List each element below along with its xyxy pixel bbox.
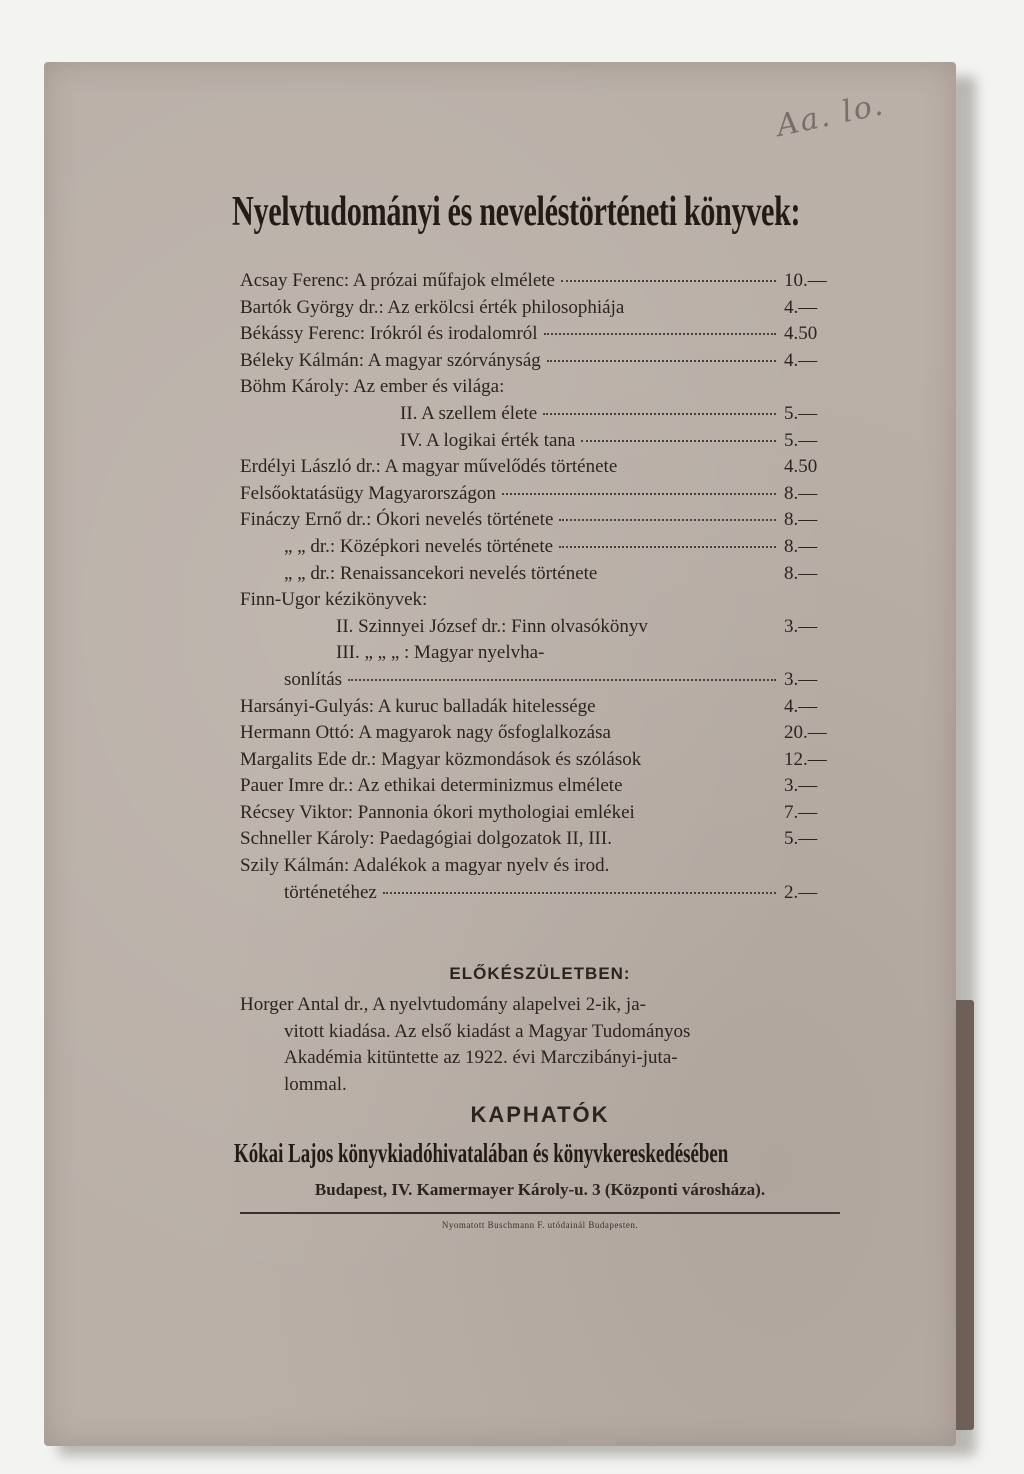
book-title: II. A szellem élete	[400, 402, 538, 424]
book-entry	[240, 268, 840, 295]
book-entry	[240, 614, 840, 641]
book-title: Erdélyi László dr.: A magyar művelődés története	[240, 456, 618, 478]
preparation-note	[240, 992, 840, 1098]
book-title: II. Szinnyei József dr.: Finn olvasókönyv	[336, 615, 648, 637]
leader-dots	[602, 705, 776, 708]
book-price: 3.—	[784, 775, 818, 797]
leader-dots	[603, 572, 776, 575]
book-list	[240, 268, 840, 906]
book-price: 4.50	[784, 323, 818, 345]
book-entry	[240, 321, 840, 348]
book-entry	[240, 880, 840, 907]
book-title: Szily Kálmán: Adalékok a magyar nyelv és irod.	[240, 855, 610, 877]
book-title: „ „ dr.: Renaissancekori nevelés története	[284, 562, 598, 584]
book-price: 5.—	[784, 828, 818, 850]
book-price: 8.—	[784, 562, 818, 584]
book-price: 8.—	[784, 509, 818, 531]
book-entry	[240, 720, 840, 747]
book-price: 20.—	[784, 722, 827, 744]
book-price: 7.—	[784, 801, 818, 823]
leader-dots	[348, 678, 776, 681]
book-price: 12.—	[784, 748, 827, 770]
preparation-line: vitott kiadása. Az első kiadást a Magyar Tudományos	[284, 1020, 691, 1042]
leader-dots	[559, 518, 776, 521]
book-title: III. „ „ „ : Magyar nyelvha-	[336, 642, 545, 664]
book-entry	[240, 587, 840, 614]
book-entry	[240, 747, 840, 774]
book-title: Hermann Ottó: A magyarok nagy ősfoglalkozása	[240, 722, 611, 744]
book-title: Bartók György dr.: Az erkölcsi érték philosophiája	[240, 296, 625, 318]
leader-dots	[561, 279, 776, 282]
leader-dots	[617, 731, 776, 734]
divider	[240, 1212, 840, 1214]
book-price: 5.—	[784, 402, 818, 424]
book-title: Pauer Imre dr.: Az ethikai determinizmus elmélete	[240, 775, 623, 797]
leader-dots	[623, 465, 776, 468]
book-entry	[240, 826, 840, 853]
book-entry	[240, 853, 840, 880]
book-entry	[240, 428, 840, 455]
book-title: IV. A logikai érték tana	[400, 429, 576, 451]
book-price: 4.—	[784, 695, 818, 717]
book-price: 3.—	[784, 615, 818, 637]
book-price: 8.—	[784, 535, 818, 557]
book-entry	[240, 401, 840, 428]
book-title: Schneller Károly: Paedagógiai dolgozatok II, III.	[240, 828, 612, 850]
handwritten-signature: Aa. lo.	[773, 87, 888, 144]
leader-dots	[654, 625, 776, 628]
book-title: Harsányi-Gulyás: A kuruc balladák hitelessége	[240, 695, 596, 717]
book-price: 5.—	[784, 429, 818, 451]
book-entry	[240, 800, 840, 827]
book-entry	[240, 454, 840, 481]
leader-dots	[502, 492, 776, 495]
book-price: 4.—	[784, 296, 818, 318]
book-entry	[240, 561, 840, 588]
book-title: Margalits Ede dr.: Magyar közmondások és szólások	[240, 748, 642, 770]
book-entry	[240, 295, 840, 322]
page-title: Nyelvtudományi és neveléstörténeti könyvek:	[232, 189, 801, 235]
book-back-cover	[44, 62, 956, 1446]
book-title: Béleky Kálmán: A magyar szórványság	[240, 349, 541, 371]
leader-dots	[641, 811, 776, 814]
available-label: KAPHATÓK	[470, 1102, 610, 1127]
leader-dots	[544, 332, 776, 335]
publisher-line: Kókai Lajos könyvkiadóhivatalában és könyvkereskedésében	[234, 1138, 729, 1168]
book-title: sonlítás	[284, 668, 343, 690]
book-entry	[240, 773, 840, 800]
preparation-line: Akadémia kitüntette az 1922. évi Marczibányi-juta-	[284, 1047, 678, 1068]
book-entry	[240, 534, 840, 561]
leader-dots	[383, 891, 776, 894]
book-price: 4.—	[784, 349, 818, 371]
book-title: Acsay Ferenc: A prózai műfajok elmélete	[240, 270, 555, 291]
leader-dots	[543, 412, 776, 415]
book-entry	[240, 481, 840, 508]
book-title: Récsey Viktor: Pannonia ókori mythologiai emlékei	[240, 801, 635, 823]
leader-dots	[581, 439, 776, 442]
book-title: Böhm Károly: Az ember és világa:	[240, 376, 505, 398]
book-title: Békássy Ferenc: Irókról és irodalomról	[240, 323, 538, 345]
book-entry	[240, 374, 840, 401]
preparation-heading: ELŐKÉSZÜLETBEN:	[449, 964, 631, 983]
preparation-line: Horger Antal dr., A nyelvtudomány alapelvei 2-ik, ja-	[240, 994, 646, 1015]
book-title: Finn-Ugor kézikönyvek:	[240, 589, 428, 611]
book-price: 2.—	[784, 881, 818, 903]
book-price: 8.—	[784, 482, 818, 504]
printer-imprint: Nyomatott Buschmann F. utódainál Budapesten.	[441, 1220, 639, 1230]
book-entry	[240, 694, 840, 721]
book-title: történetéhez	[284, 881, 377, 903]
book-entry	[240, 348, 840, 375]
preparation-line: lommal.	[284, 1073, 347, 1095]
book-price: 10.—	[784, 270, 827, 291]
leader-dots	[630, 306, 776, 309]
book-price: 4.50	[784, 456, 818, 478]
leader-dots	[647, 758, 776, 761]
leader-dots	[629, 784, 776, 787]
book-entry	[240, 640, 840, 667]
leader-dots	[559, 545, 776, 548]
book-title: „ „ dr.: Középkori nevelés története	[284, 535, 554, 557]
book-entry	[240, 667, 840, 694]
book-title: Felsőoktatásügy Magyarországon	[240, 482, 496, 504]
book-entry	[240, 507, 840, 534]
publisher-address: Budapest, IV. Kamermayer Károly-u. 3 (Központi városháza).	[314, 1180, 766, 1199]
leader-dots	[618, 837, 776, 840]
book-title: Fináczy Ernő dr.: Ókori nevelés története	[240, 509, 554, 531]
leader-dots	[547, 359, 776, 362]
book-price: 3.—	[784, 668, 818, 690]
